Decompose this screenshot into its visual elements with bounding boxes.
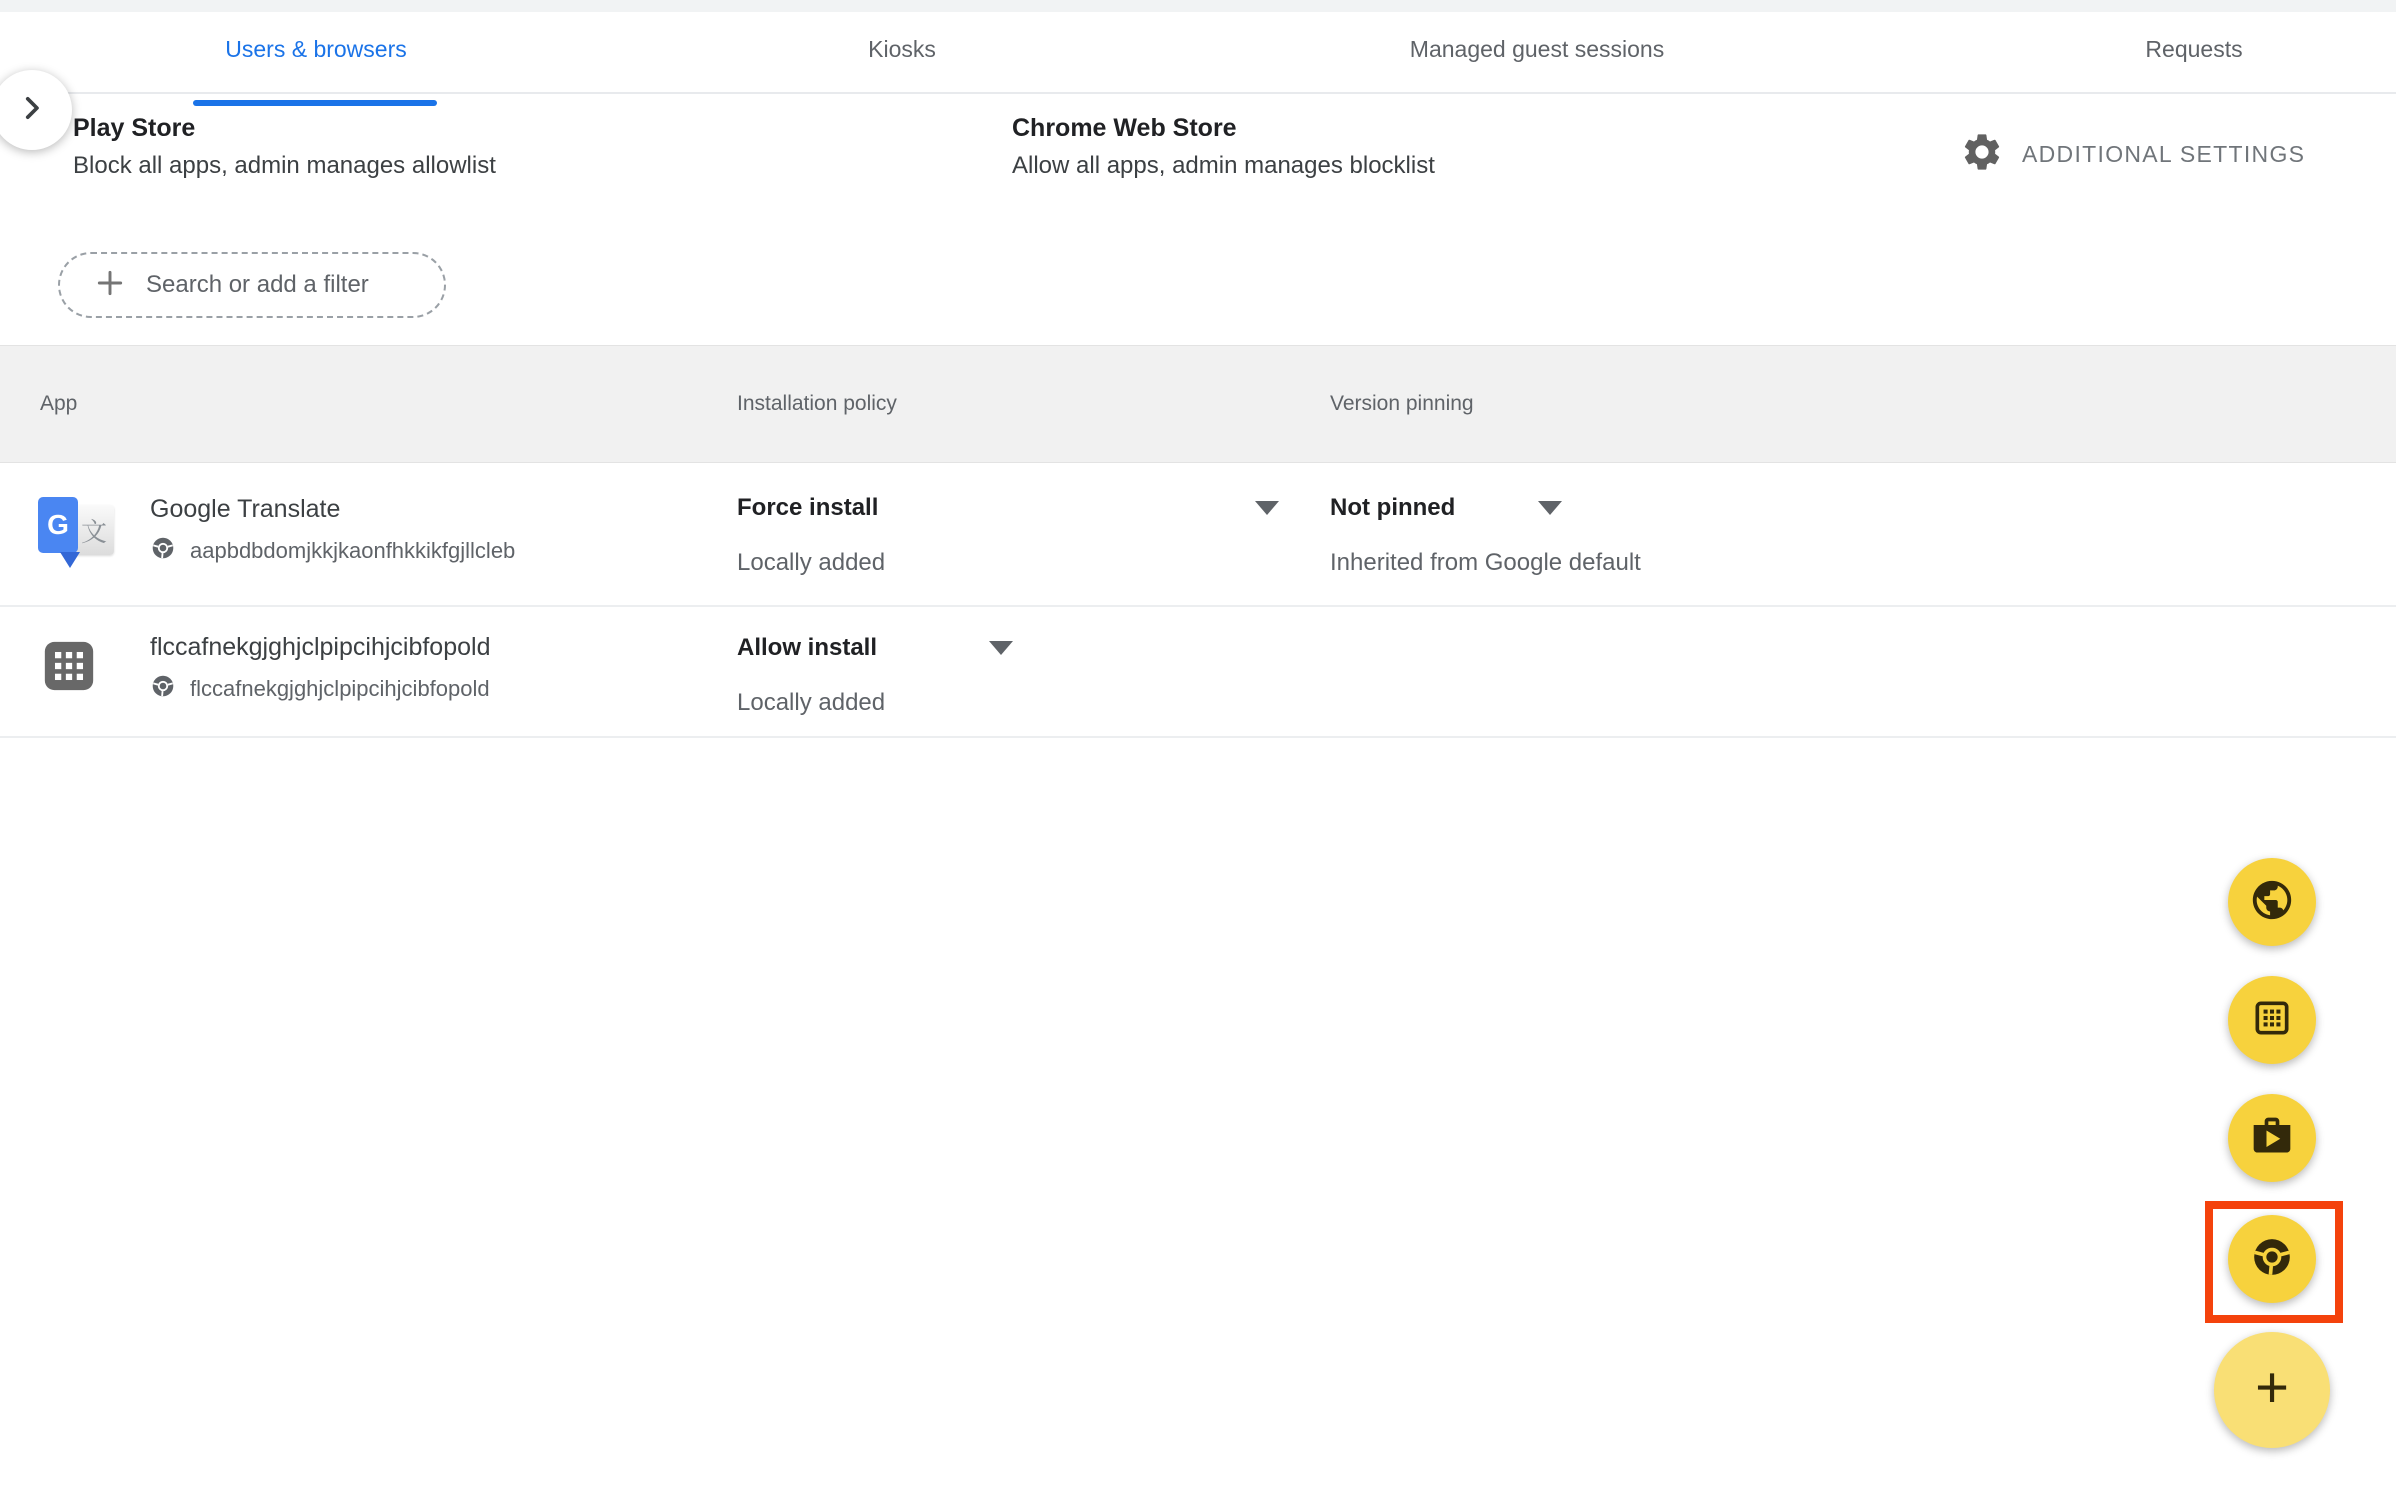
- add-from-play-store-fab[interactable]: [2228, 1094, 2316, 1182]
- globe-icon: [2249, 877, 2295, 928]
- plus-icon: [94, 267, 126, 304]
- app-name[interactable]: Google Translate: [150, 495, 341, 523]
- installation-policy-cell: [737, 633, 1013, 717]
- additional-settings-button[interactable]: [1960, 130, 2305, 179]
- app-info: [150, 491, 515, 566]
- dropdown-arrow-icon: [989, 641, 1013, 655]
- translate-char-sheet: 文: [74, 505, 114, 555]
- add-custom-app-fab[interactable]: [2228, 976, 2316, 1064]
- search-filter-label: Search or add a filter: [146, 271, 369, 298]
- policy-source: Locally added: [737, 549, 886, 576]
- play-store-title: Play Store: [73, 114, 196, 142]
- plus-icon: +: [2255, 1355, 2289, 1420]
- chrome-web-store-subtitle: Allow all apps, admin manages blocklist: [1012, 152, 1435, 179]
- add-by-url-fab[interactable]: [2228, 858, 2316, 946]
- tab-users-browsers[interactable]: Users & browsers: [225, 36, 407, 62]
- dropdown-arrow-icon: [1255, 501, 1279, 515]
- table-row[interactable]: [0, 465, 2396, 607]
- chrome-badge-icon: [150, 535, 176, 566]
- app-id: aapbdbdomjkkjkaonfhkkikfgjllcleb: [190, 537, 516, 563]
- gear-icon: [1960, 130, 2004, 179]
- pinning-source: Inherited from Google default: [1330, 549, 1641, 576]
- tab-bar: [0, 12, 2396, 94]
- play-store-setting[interactable]: [73, 110, 496, 186]
- grid-icon: [2250, 996, 2294, 1045]
- table-row[interactable]: [0, 607, 2396, 738]
- version-pinning-select[interactable]: [1330, 493, 1562, 523]
- expand-panel-button[interactable]: [0, 70, 72, 150]
- version-pinning-value: Not pinned: [1330, 494, 1456, 521]
- installation-policy-value: Allow install: [737, 634, 878, 661]
- chrome-icon: [2249, 1234, 2295, 1285]
- column-header-app: App: [40, 392, 78, 415]
- google-translate-icon: [38, 495, 112, 569]
- translate-fold: [60, 552, 80, 568]
- chevron-right-icon: [15, 91, 49, 130]
- additional-settings-label: ADDITIONAL SETTINGS: [2022, 141, 2306, 167]
- grid-app-icon: [38, 633, 112, 707]
- add-from-chrome-web-store-fab[interactable]: [2228, 1215, 2316, 1303]
- search-filter-button[interactable]: [58, 252, 446, 318]
- column-header-version-pinning: Version pinning: [1330, 392, 1474, 415]
- chrome-web-store-setting[interactable]: [1012, 110, 1435, 186]
- installation-policy-select[interactable]: [737, 633, 1013, 663]
- translate-g-tile: G: [38, 497, 78, 553]
- installation-policy-value: Force install: [737, 494, 879, 521]
- app-id: flccafnekgjghjclpipcihjcibfopold: [190, 675, 490, 701]
- app-name[interactable]: flccafnekgjghjclpipcihjcibfopold: [150, 633, 491, 661]
- tab-managed-guest-sessions[interactable]: Managed guest sessions: [1409, 36, 1665, 62]
- chrome-badge-icon: [150, 673, 176, 704]
- chrome-web-store-title: Chrome Web Store: [1012, 114, 1237, 142]
- tab-requests[interactable]: Requests: [2145, 36, 2243, 62]
- top-strip: [0, 0, 2396, 12]
- app-info: [150, 629, 490, 704]
- tab-kiosks[interactable]: Kiosks: [868, 36, 936, 62]
- add-app-fab[interactable]: [2214, 1332, 2330, 1448]
- table-header: [0, 345, 2396, 463]
- dropdown-arrow-icon: [1538, 501, 1562, 515]
- installation-policy-select[interactable]: [737, 493, 1279, 523]
- column-header-installation-policy: Installation policy: [737, 392, 897, 415]
- active-tab-indicator: [193, 100, 437, 106]
- play-store-icon: [2250, 1114, 2294, 1163]
- policy-source: Locally added: [737, 689, 886, 716]
- installation-policy-cell: [737, 493, 1279, 577]
- play-store-subtitle: Block all apps, admin manages allowlist: [73, 152, 496, 179]
- version-pinning-cell: [1330, 493, 1641, 577]
